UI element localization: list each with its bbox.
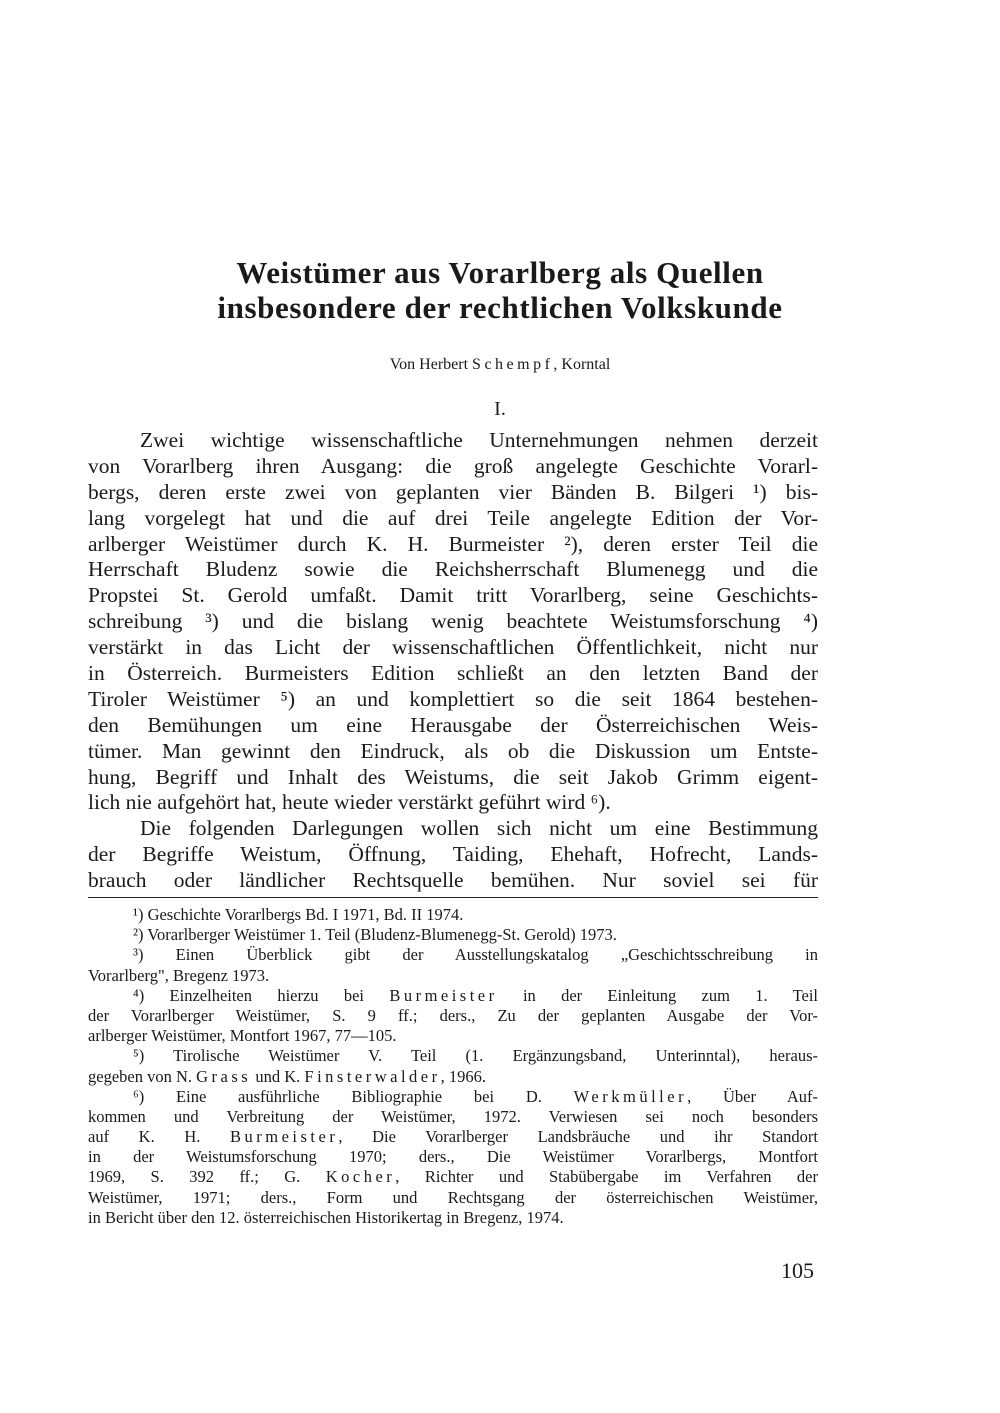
text-segment: arlberger Weistümer durch K. H. Burmeister ²), deren erster Teil die	[88, 531, 818, 556]
text-segment: ³) Einen Überblick gibt der Ausstellungskatalog „Geschichtsschreibung in	[133, 945, 818, 965]
author-line	[0, 356, 1000, 374]
body-line	[88, 661, 818, 687]
text-segment: der Begriffe Weistum, Öffnung, Taiding, Ehehaft, Hofrecht, Lands-	[88, 842, 818, 867]
footnote-line	[88, 1087, 818, 1107]
text-segment: gegeben von N.	[88, 1066, 197, 1086]
spaced-name: Werkmüller	[573, 1086, 688, 1106]
text-segment: in Bericht über den 12. österreichischen Historikertag in Bregenz, 1974.	[88, 1207, 564, 1227]
footnote-line	[88, 1167, 818, 1187]
spaced-name: Kocher	[325, 1167, 396, 1187]
text-segment: ²) Vorarlberger Weistümer 1. Teil (Bludenz-Blumenegg-St. Gerold) 1973.	[133, 925, 617, 945]
footnote-line	[88, 945, 818, 965]
text-segment: lich nie aufgehört hat, heute wieder verstärkt geführt wird ⁶).	[88, 790, 611, 815]
text-segment: verstärkt in das Licht der wissenschaftlichen Öffentlichkeit, nicht nur	[88, 635, 818, 660]
text-segment: Herrschaft Bludenz sowie die Reichsherrschaft Blumenegg und die	[88, 557, 818, 582]
body-line	[88, 713, 818, 739]
footnote-line	[88, 905, 818, 925]
text-segment: ⁵) Tirolische Weistümer V. Teil (1. Ergänzungsband, Unterinntal), heraus-	[133, 1046, 818, 1066]
footnote-line	[88, 1107, 818, 1127]
text-segment: Zwei wichtige wissenschaftliche Unternehmungen nehmen derzeit	[140, 428, 818, 452]
page-number: 105	[781, 1258, 814, 1283]
body-line	[88, 532, 818, 558]
text-segment: kommen und Verbreitung der Weistümer, 1972. Verwiesen sei noch besonders	[88, 1106, 818, 1126]
body-text	[88, 428, 818, 894]
text-segment: und K.	[251, 1066, 305, 1086]
text-segment: arlberger Weistümer, Montfort 1967, 77—105.	[88, 1026, 397, 1046]
text-segment: , 1966.	[440, 1066, 486, 1086]
body-line	[88, 868, 818, 894]
author-location: , Korntal	[553, 356, 611, 373]
text-segment: in Österreich. Burmeisters Edition schließt an den letzten Band der	[88, 661, 818, 686]
footnote-line	[88, 986, 818, 1006]
body-line	[88, 765, 818, 791]
footnote-line	[88, 1006, 818, 1026]
article-title-line-2: insbesondere der rechtlichen Volkskunde	[217, 290, 783, 325]
body-line	[88, 428, 818, 454]
text-segment: Weistümer, 1971; ders., Form und Rechtsgang der österreichischen Weistümer,	[88, 1187, 818, 1207]
body-line	[88, 583, 818, 609]
text-segment: in der Einleitung zum 1. Teil	[497, 985, 819, 1005]
body-line	[88, 816, 818, 842]
footnote-line	[88, 1046, 818, 1066]
body-line	[88, 687, 818, 713]
text-segment: auf K. H.	[88, 1127, 230, 1147]
text-segment: , Die Vorarlberger Landsbräuche und ihr Standort	[338, 1127, 818, 1147]
body-line	[88, 842, 818, 868]
text-segment: hung, Begriff und Inhalt des Weistums, die seit Jakob Grimm eigent-	[88, 764, 818, 789]
body-line	[88, 739, 818, 765]
text-segment: brauch oder ländlicher Rechtsquelle bemühen. Nur soviel sei für	[88, 868, 818, 893]
spaced-name: Finsterwalder	[304, 1066, 441, 1086]
footnote-line	[88, 1147, 818, 1167]
text-segment: , Über Auf-	[687, 1086, 818, 1106]
footnote-line	[88, 1067, 818, 1087]
body-line	[88, 480, 818, 506]
spaced-name: Burmeister	[230, 1127, 339, 1147]
author-prefix: Von Herbert	[389, 356, 469, 373]
section-number: I.	[494, 398, 506, 420]
text-segment: in der Weistumsforschung 1970; ders., Die Weistümer Vorarlbergs, Montfort	[88, 1147, 818, 1167]
footnote-line	[88, 1026, 818, 1046]
text-segment: lang vorgelegt hat und die auf drei Teile angelegte Edition der Vor-	[88, 505, 818, 530]
footnotes	[88, 905, 818, 1228]
text-segment: Die folgenden Darlegungen wollen sich nicht um eine Bestimmung	[140, 816, 818, 841]
body-line	[88, 635, 818, 661]
text-segment: Propstei St. Gerold umfaßt. Damit tritt Vorarlberg, seine Geschichts-	[88, 583, 818, 608]
text-segment: bergs, deren erste zwei von geplanten vier Bänden B. Bilgeri ¹) bis-	[88, 479, 818, 504]
spaced-name: Grass	[196, 1066, 252, 1086]
body-line	[88, 790, 818, 816]
text-segment: tümer. Man gewinnt den Eindruck, als ob die Diskussion um Entste-	[88, 738, 818, 763]
footnote-line	[88, 1208, 818, 1228]
text-segment: von Vorarlberg ihren Ausgang: die groß angelegte Geschichte Vorarl-	[88, 453, 818, 478]
footnote-line	[88, 1127, 818, 1147]
body-line	[88, 609, 818, 635]
text-segment: der Vorarlberger Weistümer, S. 9 ff.; ders., Zu der geplanten Ausgabe der Vor-	[88, 1005, 818, 1025]
author-name: Schempf	[472, 356, 554, 373]
text-segment: Vorarlberg", Bregenz 1973.	[88, 965, 270, 985]
body-line	[88, 506, 818, 532]
spaced-name: Burmeister	[389, 985, 498, 1005]
text-segment: , Richter und Stabübergabe im Verfahren der	[395, 1167, 818, 1187]
text-segment: ⁴) Einzelheiten hierzu bei	[133, 985, 390, 1005]
text-segment: Tiroler Weistümer ⁵) an und komplettiert so die seit 1864 bestehen-	[88, 686, 818, 711]
footnote-line	[88, 925, 818, 945]
text-segment: ¹) Geschichte Vorarlbergs Bd. I 1971, Bd. II 1974.	[133, 905, 464, 924]
body-line	[88, 557, 818, 583]
footnote-separator	[88, 897, 818, 898]
body-line	[88, 454, 818, 480]
footnote-line	[88, 1188, 818, 1208]
footnote-line	[88, 966, 818, 986]
text-segment: den Bemühungen um eine Herausgabe der Österreichischen Weis-	[88, 712, 818, 737]
article-title-line-1: Weistümer aus Vorarlberg als Quellen	[236, 255, 764, 290]
text-segment: schreibung ³) und die bislang wenig beachtete Weistumsforschung ⁴)	[88, 609, 818, 634]
text-segment: 1969, S. 392 ff.; G.	[88, 1167, 326, 1187]
text-segment: ⁶) Eine ausführliche Bibliographie bei D.	[133, 1086, 574, 1106]
